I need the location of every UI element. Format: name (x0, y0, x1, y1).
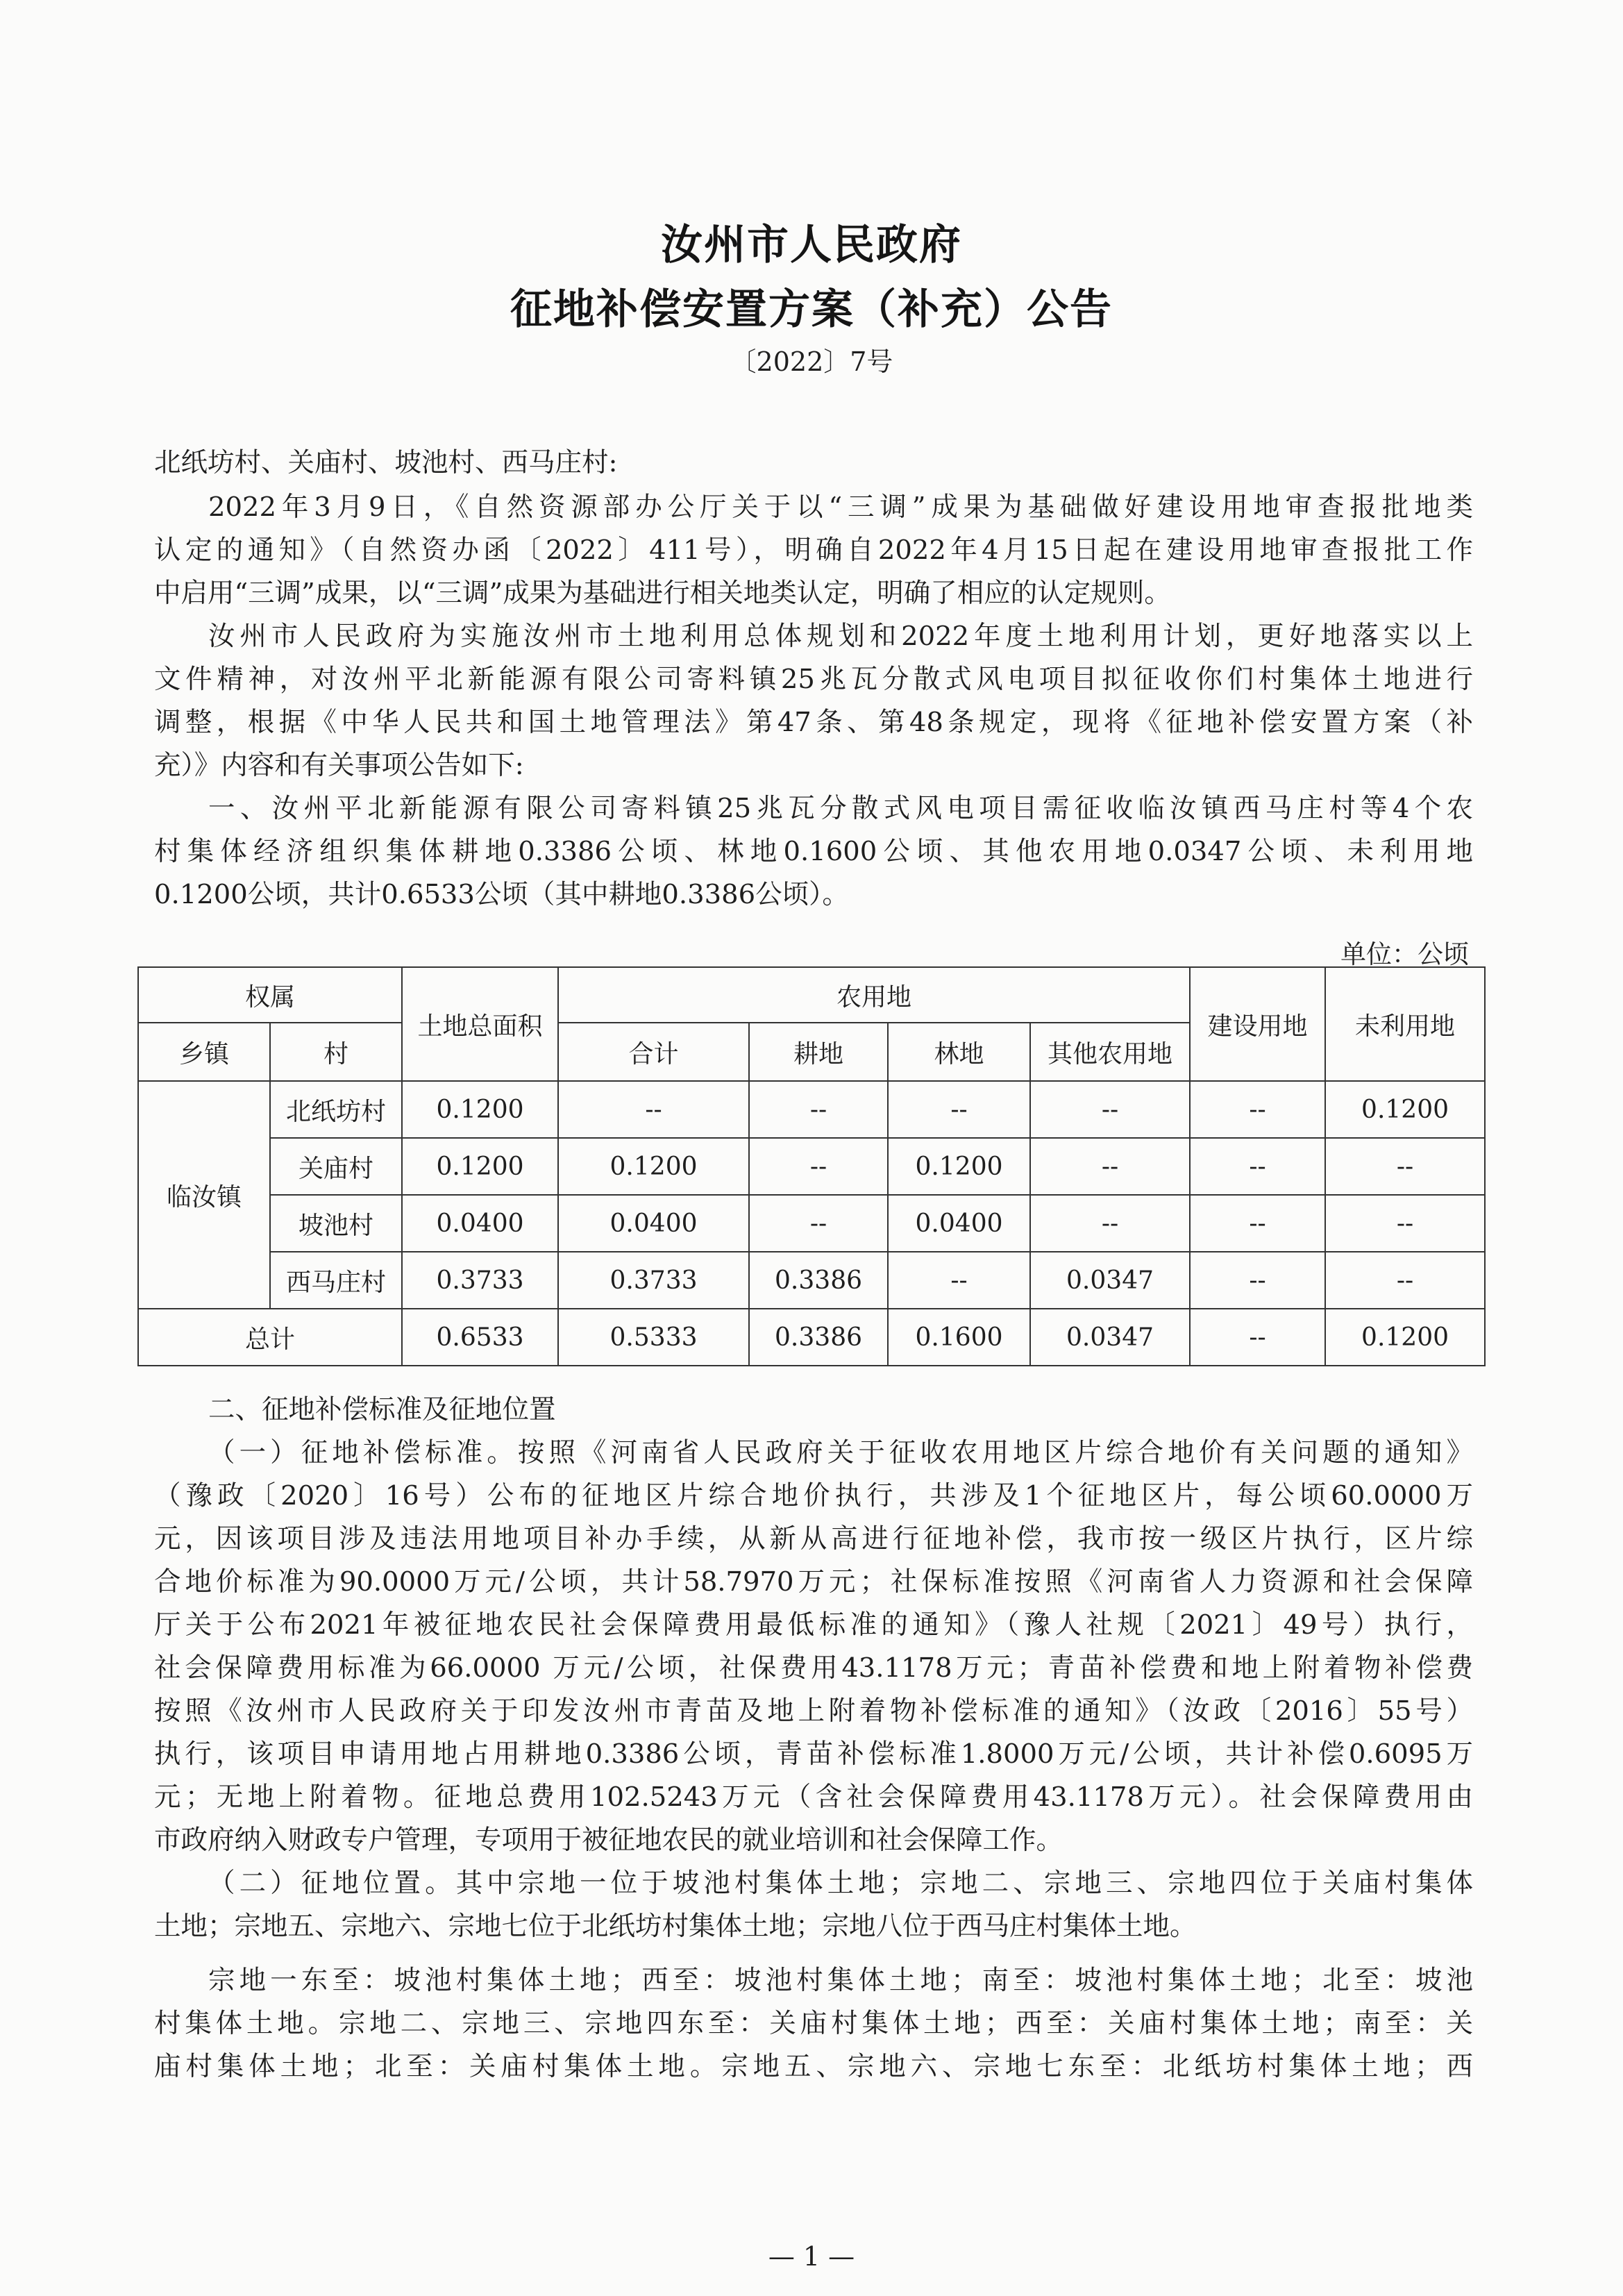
table-cell: 0.0347 (1030, 1309, 1190, 1366)
table-cell: -- (1190, 1195, 1325, 1252)
paragraph-line: 中启用“三调”成果，以“三调”成果为基础进行相关地类认定，明确了相应的认定规则。 (154, 578, 1171, 609)
table-cell: 0.3386 (749, 1252, 888, 1309)
table-cell: 0.3733 (558, 1252, 749, 1309)
header-other-agri: 其他农用地 (1030, 1023, 1190, 1081)
header-total-area: 土地总面积 (402, 967, 558, 1081)
table-row (138, 1138, 1485, 1195)
paragraph-line: 认定的通知》（自然资办函〔2022〕411号），明确自2022年4月15日起在建设用地审查报批工作 (154, 535, 1473, 566)
table-cell: 0.5333 (558, 1309, 749, 1366)
paragraph-line: 宗地一东至：坡池村集体土地；西至：坡池村集体土地；南至：坡池村集体土地；北至：坡池 (208, 1965, 1473, 1996)
table-cell: -- (1030, 1195, 1190, 1252)
paragraph-line: 社会保障费用标准为66.0000 万元/公顷，社保费用43.1178万元；青苗补偿费和地上附着物补偿费 (154, 1652, 1473, 1684)
addressee: 北纸坊村、关庙村、坡池村、西马庄村: (154, 447, 618, 478)
table-row (138, 1195, 1485, 1252)
table-cell: -- (749, 1081, 888, 1138)
table-cell: 0.1200 (1325, 1081, 1485, 1138)
village-cell: 关庙村 (270, 1138, 402, 1195)
table-unit-label: 单位：公顷 (1340, 939, 1469, 969)
paragraph-line: 厅关于公布2021年被征地农民社会保障费用最低标准的通知》（豫人社规〔2021〕49号）执行， (154, 1609, 1473, 1641)
village-cell: 北纸坊村 (270, 1081, 402, 1138)
table-cell: 0.1200 (558, 1138, 749, 1195)
header-unused: 未利用地 (1325, 967, 1485, 1081)
table-cell: 0.6533 (402, 1309, 558, 1366)
title-line-1: 汝州市人民政府 (661, 221, 962, 269)
paragraph-line: （一）征地补偿标准。按照《河南省人民政府关于征收农用地区片综合地价有关问题的通知》 (208, 1437, 1473, 1468)
table-row (138, 1252, 1485, 1309)
paragraph-line: （二）征地位置。其中宗地一位于坡池村集体土地；宗地二、宗地三、宗地四位于关庙村集体 (208, 1868, 1473, 1899)
table-cell: -- (1030, 1081, 1190, 1138)
table-cell: 0.0400 (888, 1195, 1030, 1252)
table-cell: 0.1200 (402, 1138, 558, 1195)
table-cell: 0.1200 (888, 1138, 1030, 1195)
section-heading: 二、征地补偿标准及征地位置 (208, 1394, 556, 1425)
paragraph-line: 市政府纳入财政专户管理，专项用于被征地农民的就业培训和社会保障工作。 (154, 1825, 1063, 1856)
paragraph-line: 土地；宗地五、宗地六、宗地七位于北纸坊村集体土地；宗地八位于西马庄村集体土地。 (154, 1911, 1197, 1942)
paragraph-line: 村集体经济组织集体耕地0.3386公顷、林地0.1600公顷、其他农用地0.0347公顷、未利用地 (154, 836, 1473, 867)
paragraph-line: 执行，该项目申请用地占用耕地0.3386公顷，青苗补偿标准1.8000万元/公顷，共计补偿0.6095万 (154, 1738, 1473, 1770)
header-subtotal: 合计 (558, 1023, 749, 1081)
table-cell: -- (888, 1252, 1030, 1309)
table-cell: 0.0347 (1030, 1252, 1190, 1309)
table-cell: -- (888, 1081, 1030, 1138)
paragraph-line: 汝州市人民政府为实施汝州市土地利用总体规划和2022年度土地利用计划，更好地落实以上 (208, 621, 1473, 652)
paragraph-line: 一、汝州平北新能源有限公司寄料镇25兆瓦分散式风电项目需征收临汝镇西马庄村等4个农 (208, 793, 1473, 824)
paragraph-line: 合地价标准为90.0000万元/公顷，共计58.7970万元；社保标准按照《河南省人力资源和社会保障 (154, 1566, 1473, 1598)
title-line-2: 征地补偿安置方案（补充）公告 (510, 285, 1113, 334)
paragraph-line: 庙村集体土地；北至：关庙村集体土地。宗地五、宗地六、宗地七东至：北纸坊村集体土地；西 (154, 2051, 1473, 2082)
table-cell: -- (1190, 1309, 1325, 1366)
table-cell: -- (1190, 1252, 1325, 1309)
table-row (138, 1081, 1485, 1138)
table-cell: 0.1200 (1325, 1309, 1485, 1366)
paragraph-line: 0.1200公顷，共计0.6533公顷（其中耕地0.3386公顷）。 (154, 879, 849, 910)
paragraph-line: 调整，根据《中华人民共和国土地管理法》第47条、第48条规定，现将《征地补偿安置方案（补 (154, 707, 1473, 738)
table-cell: -- (1190, 1081, 1325, 1138)
table-cell: -- (1030, 1138, 1190, 1195)
table-cell: -- (749, 1195, 888, 1252)
table-cell: -- (1325, 1252, 1485, 1309)
table-cell: -- (1325, 1138, 1485, 1195)
table-cell: 0.0400 (558, 1195, 749, 1252)
page-number: — 1 — (768, 2241, 855, 2272)
table-header-row (138, 967, 1485, 1023)
paragraph-line: （豫政〔2020〕16号）公布的征地区片综合地价执行，共涉及1个征地区片，每公顷60.0000万 (154, 1480, 1473, 1511)
paragraph-line: 按照《汝州市人民政府关于印发汝州市青苗及地上附着物补偿标准的通知》（汝政〔2016〕55号） (154, 1695, 1473, 1727)
header-ownership: 权属 (138, 967, 402, 1023)
header-town: 乡镇 (138, 1023, 270, 1081)
table-cell: 0.3733 (402, 1252, 558, 1309)
header-construction: 建设用地 (1190, 967, 1325, 1081)
paragraph-line: 元，因该项目涉及违法用地项目补办手续，从新从高进行征地补偿，我市按一级区片执行，区片综 (154, 1523, 1473, 1555)
header-farmland: 耕地 (749, 1023, 888, 1081)
paragraph-line: 2022年3月9日，《自然资源部办公厅关于以“三调”成果为基础做好建设用地审查报批地类 (208, 492, 1473, 523)
table-total-row (138, 1309, 1485, 1366)
table-cell: -- (749, 1138, 888, 1195)
land-acquisition-table (137, 966, 1486, 1366)
document-number: 〔2022〕7号 (730, 346, 893, 377)
paragraph-line: 村集体土地。宗地二、宗地三、宗地四东至：关庙村集体土地；西至：关庙村集体土地；南至：关 (154, 2008, 1473, 2039)
table-cell: 0.3386 (749, 1309, 888, 1366)
paragraph-line: 元；无地上附着物。征地总费用102.5243万元（含社会保障费用43.1178万元）。社会保障费用由 (154, 1782, 1473, 1813)
table-cell: 0.1200 (402, 1081, 558, 1138)
table-cell: -- (558, 1081, 749, 1138)
town-cell: 临汝镇 (138, 1081, 270, 1309)
header-agricultural: 农用地 (558, 967, 1190, 1023)
village-cell: 西马庄村 (270, 1252, 402, 1309)
total-label: 总计 (138, 1309, 402, 1366)
table-cell: 0.1600 (888, 1309, 1030, 1366)
paragraph-line: 充）》内容和有关事项公告如下: (154, 750, 524, 781)
header-village: 村 (270, 1023, 402, 1081)
paragraph-line: 文件精神，对汝州平北新能源有限公司寄料镇25兆瓦分散式风电项目拟征收你们村集体土地进行 (154, 664, 1473, 695)
table-cell: -- (1190, 1138, 1325, 1195)
table-cell: -- (1325, 1195, 1485, 1252)
header-forest: 林地 (888, 1023, 1030, 1081)
table-cell: 0.0400 (402, 1195, 558, 1252)
village-cell: 坡池村 (270, 1195, 402, 1252)
